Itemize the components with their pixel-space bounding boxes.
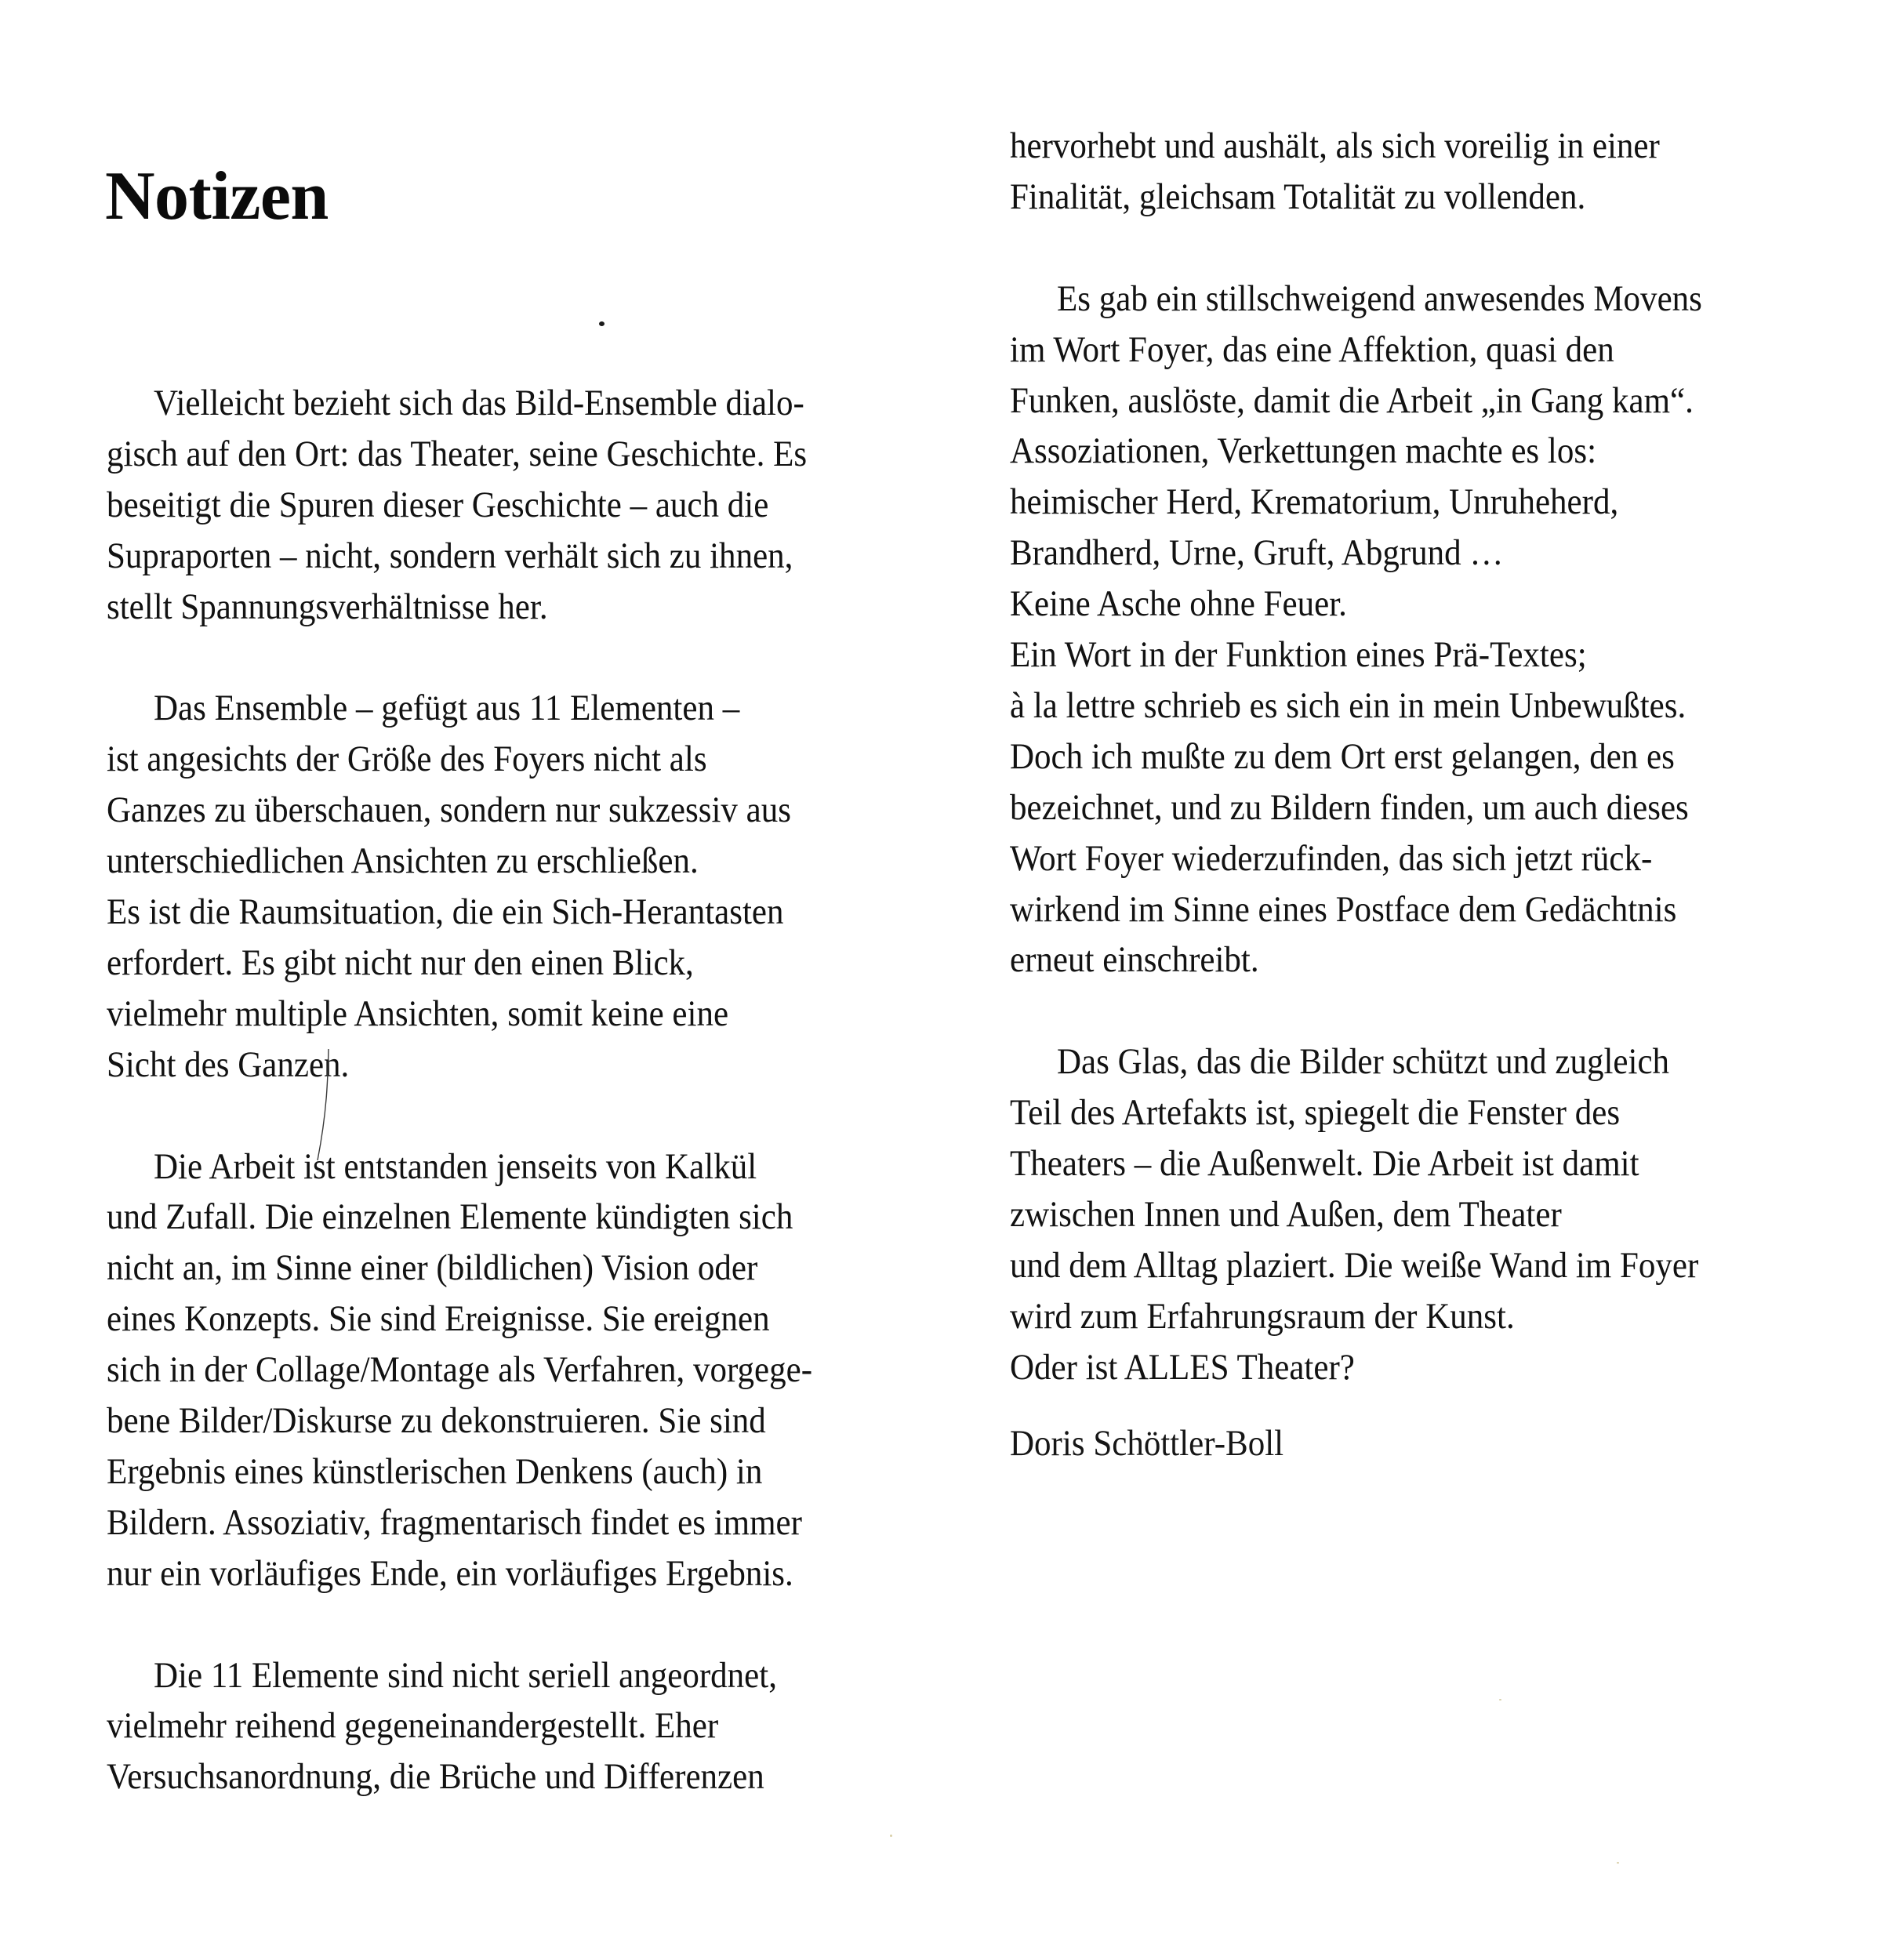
text-line: heimischer Herd, Krematorium, Unruheherd, bbox=[1010, 481, 1619, 523]
text-line: Vielleicht bezieht sich das Bild-Ensemble dialo- bbox=[154, 383, 804, 423]
text-line: stellt Spannungsverhältnisse her. bbox=[107, 586, 548, 627]
text-line: unterschiedlichen Ansichten zu erschließen. bbox=[107, 840, 699, 882]
text-line: à la lettre schrieb es sich ein in mein Unbewußtes. bbox=[1010, 684, 1686, 726]
dust-speck bbox=[890, 1835, 892, 1837]
dust-speck bbox=[599, 321, 605, 326]
text-line: erfordert. Es gibt nicht nur den einen Blick, bbox=[107, 942, 694, 983]
text-line: Funken, auslöste, damit die Arbeit „in Gang kam“. bbox=[1010, 379, 1694, 421]
pencil-mark bbox=[316, 1049, 332, 1160]
text-line: sich in der Collage/Montage als Verfahren, vorgege- bbox=[107, 1349, 813, 1391]
text-line: Wort Foyer wiederzufinden, das sich jetzt rück- bbox=[1010, 837, 1653, 879]
text-line: Teil des Artefakts ist, spiegelt die Fenster des bbox=[1010, 1092, 1621, 1134]
text-line: hervorhebt und aushält, als sich voreilig in einer bbox=[1010, 125, 1660, 166]
text-line: zwischen Innen und Außen, dem Theater bbox=[1010, 1193, 1562, 1235]
text-line: und Zufall. Die einzelnen Elemente kündigten sich bbox=[107, 1196, 793, 1238]
text-line: Das Glas, das die Bilder schützt und zugleich bbox=[1057, 1041, 1670, 1083]
page-title: Notizen bbox=[105, 158, 329, 234]
text-line: wirkend im Sinne eines Postface dem Gedächtnis bbox=[1010, 888, 1677, 930]
text-line: Die 11 Elemente sind nicht seriell angeordnet, bbox=[154, 1654, 777, 1696]
text-line: und dem Alltag plaziert. Die weiße Wand im Foyer bbox=[1010, 1244, 1699, 1286]
text-line: Finalität, gleichsam Totalität zu vollenden. bbox=[1010, 176, 1586, 217]
text-line: Die Arbeit ist entstanden jenseits von Kalkül bbox=[154, 1145, 757, 1187]
text-line: eines Konzepts. Sie sind Ereignisse. Sie ereignen bbox=[107, 1298, 770, 1340]
text-line: vielmehr reihend gegeneinandergestellt. Eher bbox=[107, 1705, 719, 1747]
text-line: Brandherd, Urne, Gruft, Abgrund … bbox=[1010, 532, 1504, 574]
author-signature: Doris Schöttler-Boll bbox=[1010, 1422, 1284, 1464]
text-line: vielmehr multiple Ansichten, somit keine eine bbox=[107, 993, 729, 1034]
text-line: erneut einschreibt. bbox=[1010, 939, 1259, 981]
text-line: Ergebnis eines künstlerischen Denkens (auch) in bbox=[107, 1450, 763, 1492]
dust-speck bbox=[1617, 1862, 1619, 1864]
text-line: Ganzes zu überschauen, sondern nur sukzessiv aus bbox=[107, 789, 791, 831]
text-line: nicht an, im Sinne einer (bildlichen) Vision oder bbox=[107, 1247, 758, 1289]
text-line: Bildern. Assoziativ, fragmentarisch findet es immer bbox=[107, 1501, 802, 1543]
text-line: Es gab ein stillschweigend anwesendes Movens bbox=[1057, 278, 1702, 319]
text-line: wird zum Erfahrungsraum der Kunst. bbox=[1010, 1295, 1515, 1337]
text-line: Theaters – die Außenwelt. Die Arbeit ist damit bbox=[1010, 1143, 1639, 1184]
text-line: ist angesichts der Größe des Foyers nicht als bbox=[107, 739, 707, 780]
text-line: Sicht des Ganzen. bbox=[107, 1044, 350, 1085]
text-line: Oder ist ALLES Theater? bbox=[1010, 1346, 1355, 1388]
text-line: bene Bilder/Diskurse zu dekonstruieren. Sie sind bbox=[107, 1400, 766, 1441]
text-line: Das Ensemble – gefügt aus 11 Elementen – bbox=[154, 688, 740, 729]
text-line: Versuchsanordnung, die Brüche und Differenzen bbox=[107, 1756, 764, 1798]
text-line: Keine Asche ohne Feuer. bbox=[1010, 583, 1347, 625]
text-line: Assoziationen, Verkettungen machte es los: bbox=[1010, 430, 1597, 472]
text-line: Doch ich mußte zu dem Ort erst gelangen, den es bbox=[1010, 735, 1675, 777]
text-line: im Wort Foyer, das eine Affektion, quasi den bbox=[1010, 328, 1614, 370]
pencil-stroke bbox=[318, 1049, 329, 1160]
text-line: bezeichnet, und zu Bildern finden, um auch dieses bbox=[1010, 786, 1689, 828]
text-line: Ein Wort in der Funktion eines Prä-Textes; bbox=[1010, 634, 1587, 675]
text-line: nur ein vorläufiges Ende, ein vorläufiges Ergebnis. bbox=[107, 1552, 793, 1594]
dust-speck bbox=[1499, 1699, 1501, 1700]
text-line: Supraporten – nicht, sondern verhält sich zu ihnen, bbox=[107, 535, 793, 576]
text-line: gisch auf den Ort: das Theater, seine Geschichte. Es bbox=[107, 433, 808, 474]
text-line: beseitigt die Spuren dieser Geschichte – auch die bbox=[107, 484, 769, 525]
text-line: Es ist die Raumsituation, die ein Sich-Herantasten bbox=[107, 891, 784, 932]
